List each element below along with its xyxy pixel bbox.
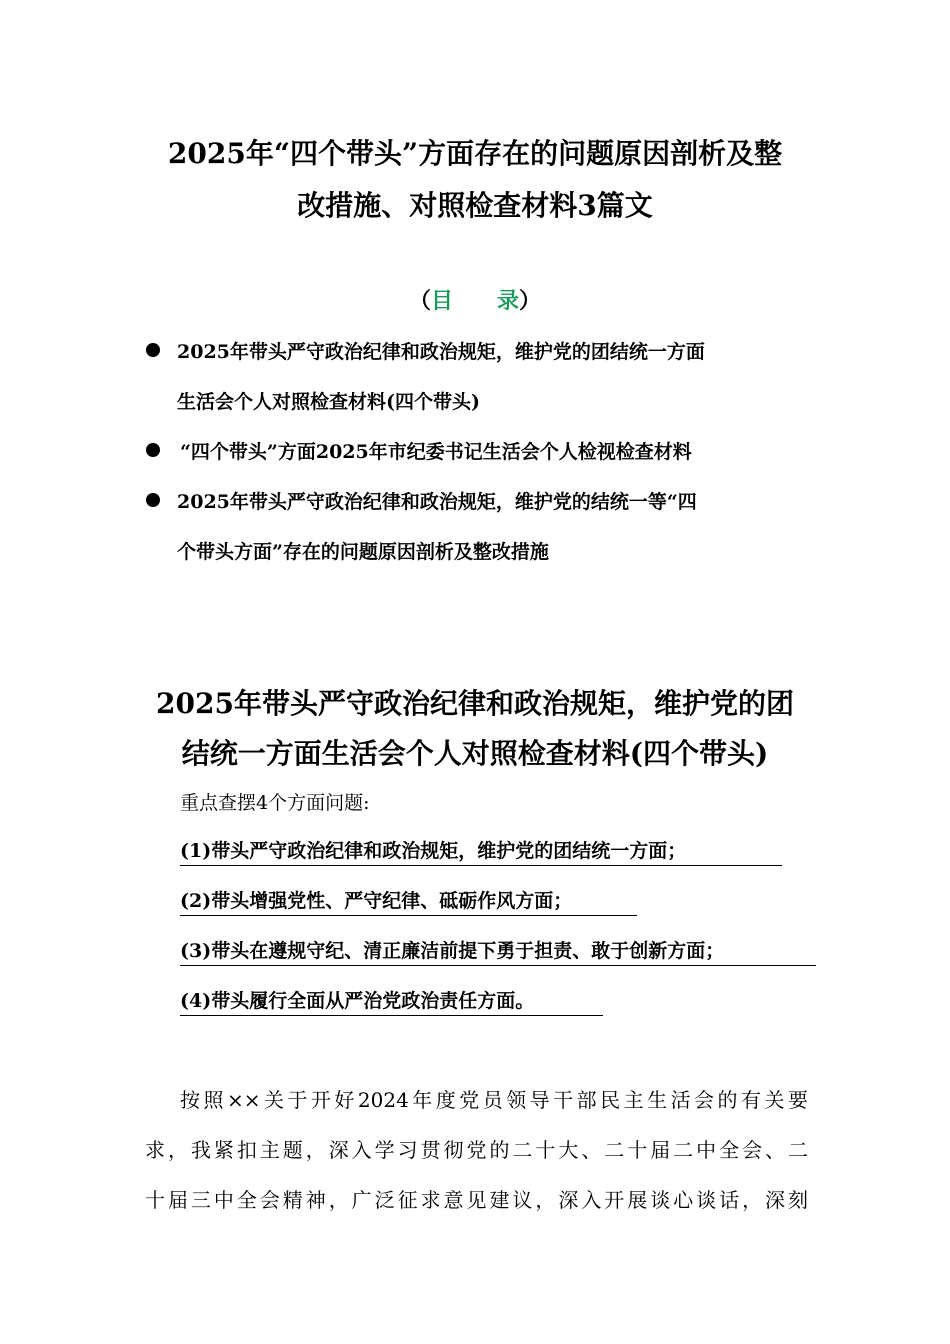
bullet-icon: [146, 443, 160, 457]
body-paragraph-line-1: 按照××关于开好2024年度党员领导干部民主生活会的有关要: [180, 1088, 808, 1112]
aspect-item-3: (3)带头在遵规守纪、清正廉洁前提下勇于担责、敢于创新方面；: [180, 936, 816, 966]
document-title-line-2: 改措施、对照检查材料3篇文: [297, 189, 653, 222]
body-paragraph-line-3: 十届三中全会精神，广泛征求意见建议，深入开展谈心谈话，深刻: [145, 1188, 808, 1212]
toc-item-1-line-2[interactable]: 生活会个人对照检查材料(四个带头): [177, 391, 480, 413]
toc-heading-word-a: 目: [430, 288, 453, 314]
aspect-item-2: (2)带头增强党性、严守纪律、砥砺作风方面；: [180, 886, 637, 916]
section-title-line-1: 2025年带头严守政治纪律和政治规矩，维护党的团: [156, 687, 794, 720]
body-paragraph-line-2: 求，我紧扣主题，深入学习贯彻党的二十大、二十届二中全会、二: [145, 1138, 808, 1162]
toc-heading-close-paren: ）: [519, 288, 542, 314]
toc-item-3-line-2[interactable]: 个带头方面”存在的问题原因剖析及整改措施: [177, 541, 549, 563]
aspect-item-4: (4)带头履行全面从严治党政治责任方面。: [180, 986, 603, 1016]
toc-heading-word-b: 录: [497, 288, 520, 314]
aspect-item-1: (1)带头严守政治纪律和政治规矩，维护党的团结统一方面；: [180, 836, 782, 866]
toc-heading: [0, 284, 950, 315]
bullet-icon: [146, 493, 160, 507]
toc-item-3-line-1[interactable]: 2025年带头严守政治纪律和政治规矩，维护党的结统一等“四: [177, 491, 697, 513]
section-intro: 重点查摆4个方面问题:: [180, 792, 370, 814]
bullet-icon: [146, 343, 160, 357]
toc-item-1-line-1[interactable]: 2025年带头严守政治纪律和政治规矩，维护党的团结统一方面: [177, 341, 705, 363]
toc-heading-open-paren: （: [408, 288, 431, 314]
toc-item-2-line-1[interactable]: “四个带头”方面2025年市纪委书记生活会个人检视检查材料: [180, 441, 692, 463]
document-title-line-1: 2025年“四个带头”方面存在的问题原因剖析及整: [167, 137, 783, 170]
section-title-line-2: 结统一方面生活会个人对照检查材料(四个带头): [181, 737, 769, 770]
